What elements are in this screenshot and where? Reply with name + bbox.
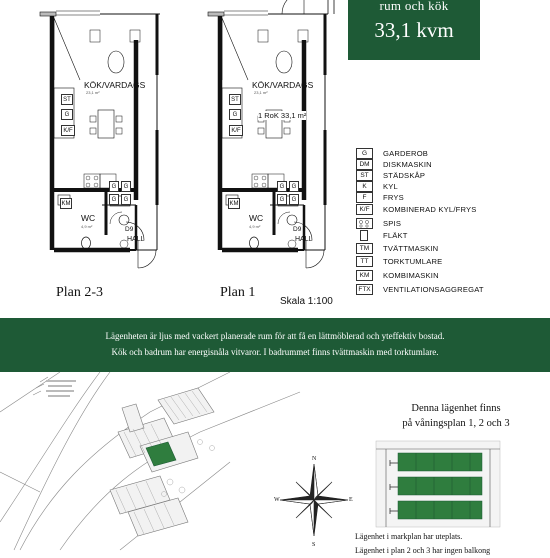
scale-label: Skala 1:100 [280,296,333,307]
site-plan-map [0,372,300,550]
wc-area: 4,9 m² [249,224,261,229]
code-d9: D9 [293,226,302,233]
legend-code: K [356,181,373,192]
description-line-2: Kök och badrum har energisnåla vitvaror. I badrummet finns tvättmaskin med torktumlare. [111,347,439,357]
legend-label: STÄDSKÅP [383,170,426,180]
legend-label: FRYS [383,192,404,202]
code-km: KM [228,198,240,209]
legend-code: G [356,148,373,159]
note-line-1: Lägenhet i markplan har uteplats. [355,532,463,541]
fan-icon [360,230,368,241]
legend-label: TORKTUMLARE [383,256,443,266]
floorplan-drawing [208,0,353,285]
legend-code: KM [356,270,373,281]
legend-label: VENTILATIONSAGGREGAT [383,284,484,294]
floor-info-note [355,530,490,558]
code-st: ST [61,94,73,105]
legend-label: TVÄTTMASKIN [383,243,439,253]
compass-n: N [312,456,317,462]
caption-plan-1: Plan 1 [220,285,256,300]
stove-icon [356,218,373,229]
wc-label: WC [249,213,264,223]
legend-label: SPIS [383,218,402,228]
code-g: G [109,181,119,192]
legend-item [356,203,477,215]
compass-w: W [274,497,280,503]
hall-label: HALL [295,236,313,243]
kitchen-label: KÖK/VARDAGS [84,80,146,90]
badge-area: 33,1 kvm [374,18,454,42]
overlay-label: 1 RoK 33,1 m² [258,111,307,120]
code-g: G [289,181,299,192]
code-km: KM [60,198,72,209]
hall-label: HALL [127,236,145,243]
legend-code: TT [356,256,373,267]
code-g: G [229,109,241,120]
legend-item [356,242,438,254]
legend-label: GARDEROB [383,148,429,158]
code-g: G [289,194,299,205]
legend-code: K/F [356,204,373,215]
caption-plan-2-3: Plan 2-3 [56,285,104,300]
legend-label: FLÄKT [383,230,408,240]
legend-label: KOMBINERAD KYL/FRYS [383,204,477,214]
legend-label: KYL [383,181,398,191]
badge-room-type: rum och kök [379,0,449,13]
description-line-1: Lägenheten är ljus med vackert planerade rum för att få en lättmöblerad och yteffektiv bostad. [105,331,445,341]
kitchen-area: 23,1 m² [86,90,100,95]
legend-item [356,191,404,203]
compass-rose-icon [274,456,354,552]
area-badge [348,0,480,60]
floorplan-drawing [40,0,185,285]
legend-item [356,269,439,281]
floor-info-title [370,401,542,431]
legend-code: FTX [356,284,373,295]
wc-label: WC [81,213,96,223]
site-plan-drawing [0,372,300,550]
code-kf: K/F [61,125,75,136]
building-elevation [376,441,500,527]
floor-info-line-1: Denna lägenhet finns [411,403,501,414]
floor-info-line-2: på våningsplan 1, 2 och 3 [402,418,510,429]
code-d9: D9 [125,226,134,233]
legend-code: DM [356,159,373,170]
legend-item [356,255,442,267]
legend-label: KOMBIMASKIN [383,270,439,280]
kitchen-area: 23,1 m² [254,90,268,95]
description-band [0,318,550,372]
code-g: G [61,109,73,120]
legend-label: DISKMASKIN [383,159,432,169]
legend-item [356,283,484,295]
legend-code: F [356,192,373,203]
code-g: G [277,194,287,205]
floorplan-2-3 [40,0,185,285]
compass-s: S [312,542,316,548]
legend-item [356,217,401,229]
kitchen-label: KÖK/VARDAGS [252,80,314,90]
note-line-2: Lägenhet i plan 2 och 3 har ingen balkong [355,546,491,555]
floorplan-1 [208,0,353,285]
wc-area: 4,9 m² [81,224,93,229]
legend-code: ST [356,170,373,181]
code-kf: K/F [229,125,243,136]
legend-item [356,229,408,241]
code-g: G [109,194,119,205]
legend-code: TM [356,243,373,254]
code-g: G [121,181,131,192]
code-st: ST [229,94,241,105]
compass-e: E [349,497,353,503]
code-g: G [277,181,287,192]
code-g: G [121,194,131,205]
